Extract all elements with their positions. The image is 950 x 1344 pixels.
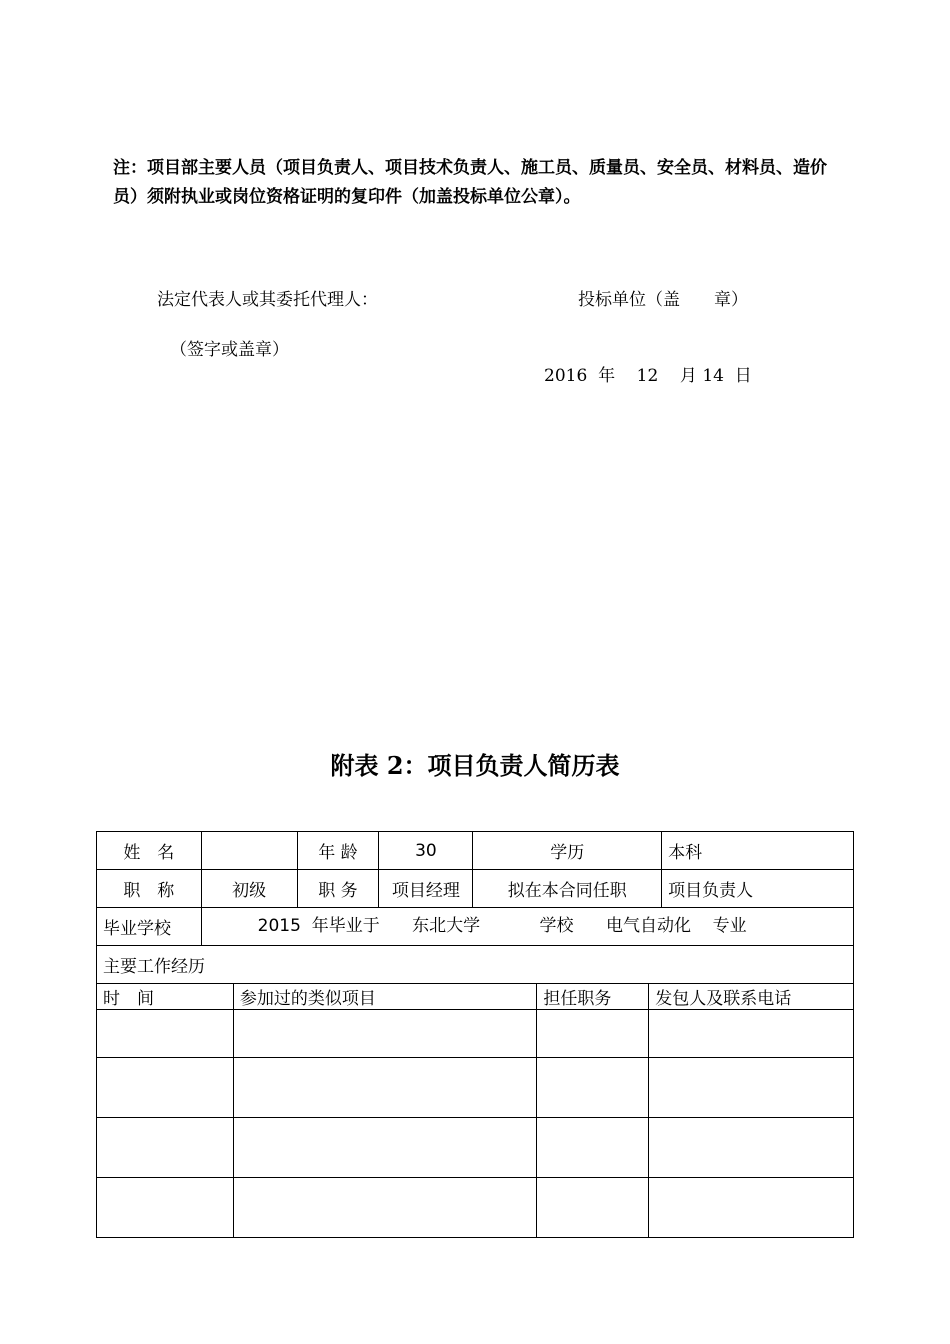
school-label: 毕业学校 [97,908,202,946]
table-cell [233,1118,537,1178]
date-text: 2016 年 12 月 14 日 [544,366,752,386]
table-cell [233,1058,537,1118]
table-cell [537,1010,649,1058]
school-value: 2015 年毕业于 东北大学 学校 电气自动化 专业 [201,908,853,946]
education-value: 本科 [662,832,854,870]
column-header: 发包人及联系电话 [649,984,854,1010]
form-row [97,908,854,946]
table-row [97,1178,854,1238]
sign-note: （签字或盖章） [170,340,289,360]
table-cell [649,1058,854,1118]
post-label: 职 务 [297,870,379,908]
column-header: 担任职务 [537,984,649,1010]
form-row [97,946,854,984]
resume-form-table [96,831,854,984]
table-cell [537,1178,649,1238]
age-value: 30 [379,832,473,870]
table-cell [537,1058,649,1118]
note-text: 注：项目部主要人员（项目负责人、项目技术负责人、施工员、质量员、安全员、材料员、造价员）须附执业或岗位资格证明的复印件（加盖投标单位公章）。 [113,158,827,207]
form-row [97,832,854,870]
form-row [97,870,854,908]
table-cell [97,1118,234,1178]
name-label: 姓 名 [97,832,202,870]
table-cell [233,1010,537,1058]
title-label: 职 称 [97,870,202,908]
age-label: 年 龄 [297,832,379,870]
page-title: 附表 2：项目负责人简历表 [330,751,620,780]
table-header-row [97,984,854,1010]
table-cell [97,1058,234,1118]
planned-post-label: 拟在本合同任职 [473,870,662,908]
table-row [97,1010,854,1058]
legal-rep-label: 法定代表人或其委托代理人： [157,290,378,310]
table-cell [649,1010,854,1058]
table-cell [649,1118,854,1178]
work-history-label: 主要工作经历 [97,946,854,984]
planned-post-value: 项目负责人 [662,870,854,908]
table-cell [233,1178,537,1238]
table-cell [97,1178,234,1238]
table-row [97,1118,854,1178]
work-history-table [96,983,854,1238]
table-cell [649,1178,854,1238]
education-label: 学历 [473,832,662,870]
column-header: 时 间 [97,984,234,1010]
title-value: 初级 [201,870,297,908]
column-header: 参加过的类似项目 [233,984,537,1010]
name-value [201,832,297,870]
table-cell [537,1118,649,1178]
table-cell [97,1010,234,1058]
post-value: 项目经理 [379,870,473,908]
bidder-seal-label: 投标单位（盖 章） [578,290,748,310]
table-row [97,1058,854,1118]
